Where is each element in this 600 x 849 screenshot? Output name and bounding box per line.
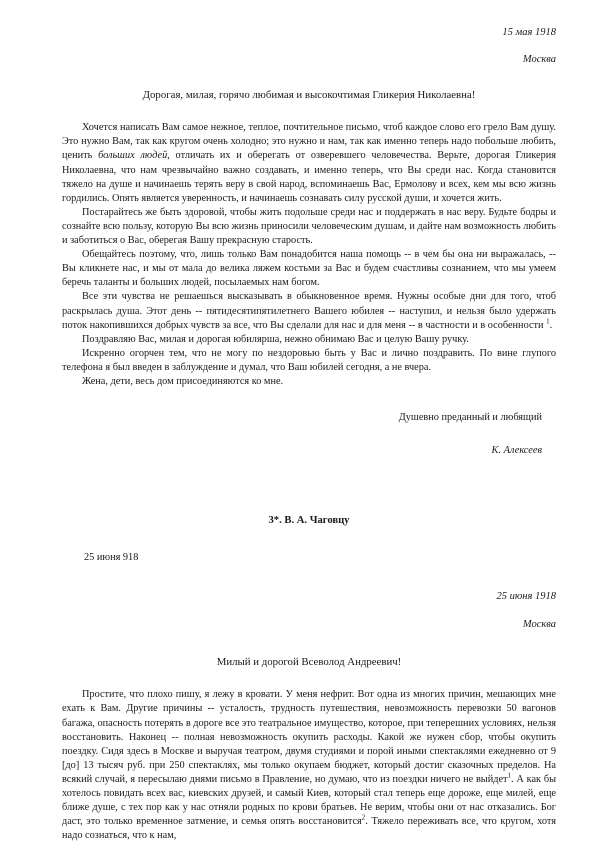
letter-two-placeline: Москва	[522, 619, 556, 631]
letter-one-placeline: Москва	[522, 54, 556, 66]
letter-one-paragraph-4	[62, 290, 556, 332]
letter-two-paragraph-1-part-2: . А как бы хотелось повидать всех вас, киевских друзей, и самый Киев, который стал теперь еще дороже, еще милей, еще ближе душе, с тех пор как у нас отняли родных по крови братьев. Не верим, чтобы они от нас отказались. Бог даст, это только временное затмение, и семья опять восстановится	[62, 773, 556, 828]
footnote-marker-2[interactable]: 2	[361, 813, 366, 822]
letter-one-paragraph-6: Искренно огорчен тем, что не могу по нездоровью быть у Вас и лично поздравить. По вине глупого телефона я был введен в заблуждение и думал, что Ваш юбилей сегодня, а не вчера.	[62, 347, 556, 373]
paragraph-1-text-end: , отличать их и оберегать от озверевшего человечества. Верьте, дорогая Гликерия Николаевна, что нам чрезвычайно важно создавать, и именно теперь, что Вы среди нас. Когда становится тяжело на душе и начинаешь терять веру в свой народ, вспоминаешь Вас, Ермолову и всех, кем мы всю жизнь гордились. Опять является уверенность, и начинаешь сознавать силу русской души, и хочется жить.	[62, 150, 557, 204]
letter-two-heading: 3*. В. А. Чаговцу	[268, 514, 350, 526]
paragraph-4-text: Все эти чувства не решаешься высказывать в обыкновенное время. Нужны особые дни для того, чтоб раскрылась душа. Этот день -- пятидесятипятилетнего Вашего юбилея -- наступил, и нельзя было удержать поток накопившихся добрых чувств за все, что Вы сделали для нас и для меня -- в частности и в особенности	[62, 291, 556, 331]
letter-one-dateline: 15 мая 1918	[502, 27, 556, 38]
paragraph-1-text-start: Хочется написать Вам самое нежное, теплое, почтительное письмо, чтоб каждое слово его грело Вам душу. Это нужно Вам, так как кругом очень холодно; это нужно и нам, так как именно теперь надо побольше любить, ценить	[62, 122, 556, 162]
letter-two-paragraph-1-part-1: Простите, что плохо пишу, я лежу в кровати. У меня нефрит. Вот одна из многих причин, мешающих мне ехать к Вам. Другие причины -- усталость, трудность путешествия, невозможность перевозки 50 вагонов багажа, опасность потерять в дороге все это театральное имущество, которое, при теперешних условиях, нельзя восстановить. Наконец -- полная невозможность окупить расходы. Какой же нужен сбор, чтобы окупить поездку. Сидя здесь в Москве и выручая театром, двумя студиями и порой иными спектаклями ежедневно от 9 [до] 13 тысяч руб. при 250 спектаклях, мы только окупаем бюджет, который достиг сказочных пределов. На всякий случай, я пересылаю днями письмо в Правление, но думаю, что из поездки ничего не выйдет	[62, 689, 556, 785]
paragraph-1-emphasis: больших людей	[98, 150, 168, 162]
letter-one-closing: Душевно преданный и любящий	[398, 412, 542, 424]
letter-two-paragraph-1	[62, 688, 556, 843]
letter-one-paragraph-3: Обещайтесь поэтому, что, лишь только Вам понадобится наша помощь -- в чем бы она ни выражалась, -- Вы кликнете нас, и мы от мала до велика ляжем костьми за Вас и будем счастливы сознанием, что мы умеем беречь таланты и больших людей, посылаемых нам богом.	[62, 249, 556, 289]
letter-one-paragraph-1	[62, 121, 556, 206]
letter-one-paragraph-2: Постарайтесь же быть здоровой, чтобы жить подольше среди нас и поддержать в нас веру. Будьте бодры и сознайте всю пользу, которую Вы всю жизнь приносили человеческим душам, и дайте нам возможность любить и заботиться о Вас, оберегая Вашу прекрасную старость.	[62, 206, 556, 247]
letter-one-signature: К. Алексеев	[491, 445, 542, 457]
letter-one-salutation: Дорогая, милая, горячо любимая и высокочтимая Гликерия Николаевна!	[142, 89, 476, 102]
footnote-marker-1[interactable]: 1	[507, 771, 512, 780]
letter-one-paragraph-5: Поздравляю Вас, милая и дорогая юбилярша, нежно обнимаю Вас и целую Вашу ручку.	[82, 333, 469, 345]
letter-two	[62, 514, 556, 843]
letter-two-dateline: 25 июня 1918	[496, 591, 556, 603]
footnote-marker-1[interactable]: 1	[546, 317, 550, 326]
letter-two-paragraph-1-part-3: . Тяжело переживать все, что кругом, хотя надо сознаться, что к нам,	[62, 816, 556, 842]
letter-two-salutation: Милый и дорогой Всеволод Андреевич!	[216, 656, 402, 669]
letter-one-paragraph-7: Жена, дети, весь дом присоединяются ко мне.	[82, 375, 284, 387]
paragraph-4-period: .	[549, 319, 553, 331]
letter-two-archival-date: 25 июня 918	[84, 551, 139, 563]
letter-one	[62, 26, 556, 458]
